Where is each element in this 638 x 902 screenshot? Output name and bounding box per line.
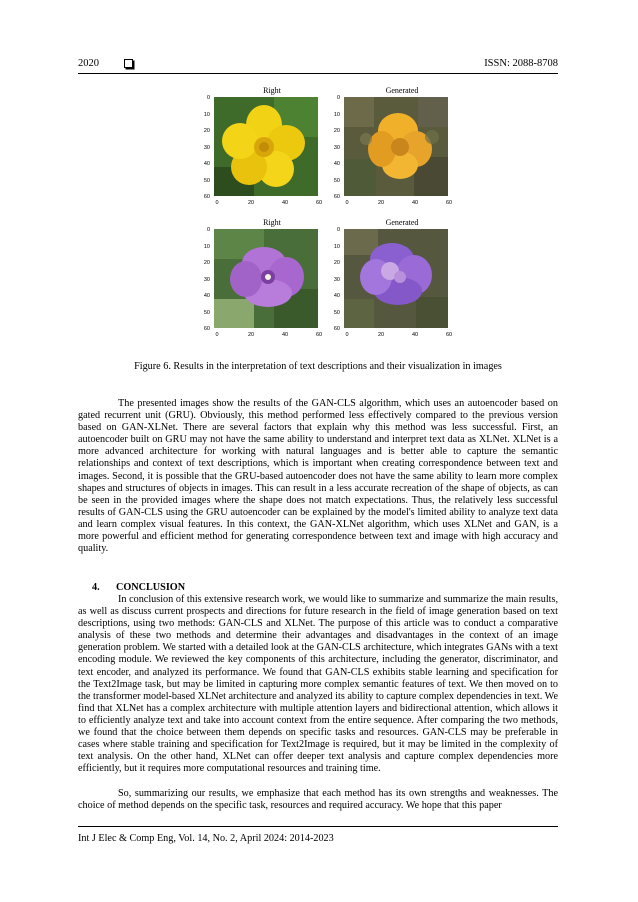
yellow-flower-image bbox=[214, 97, 318, 196]
y-tick-label: 40 bbox=[203, 161, 210, 167]
y-tick-label: 10 bbox=[203, 111, 210, 118]
section-title: CONCLUSION bbox=[116, 582, 186, 593]
page-number: 2020 bbox=[78, 58, 99, 69]
x-tick-label: 20 bbox=[377, 200, 385, 206]
x-tick-label: 40 bbox=[281, 200, 289, 206]
page-header bbox=[78, 50, 558, 78]
x-tick-label: 0 bbox=[345, 332, 349, 338]
panel-title: Generated bbox=[385, 86, 419, 95]
y-tick-label: 20 bbox=[203, 128, 210, 134]
section-heading-conclusion bbox=[92, 582, 185, 593]
paragraph-gan-cls-results bbox=[78, 398, 558, 555]
x-tick-label: 60 bbox=[315, 332, 323, 338]
y-tick-label: 10 bbox=[203, 243, 210, 250]
y-tick-label: 0 bbox=[336, 227, 340, 233]
y-tick-label: 30 bbox=[203, 276, 210, 283]
x-tick-label: 60 bbox=[445, 200, 453, 206]
y-tick-label: 10 bbox=[333, 243, 340, 250]
paragraph-text: The presented images show the results of the GAN-CLS algorithm, which uses an autoencoder based on gated recurrent unit (GRU). Obviously, this method performed less effectively compared to the previous version based on GAN-XLNet. There are several factors that explain why this method was less successful. First, an autoencoder built on GRU may not have the same ability to understand and interpret text data as XLNet. XLNet is a more advanced architecture for working with natural languages and is better able to capture the semantic relationships and context of text descriptions, which is important when creating correspondence between text and images. Second, it is possible that the GRU-based autoencoder does not have the same ability to learn more complex shapes and structures of objects in images. This can result in a less accurate recreation of the shape of objects, as can be seen in the provided images where the shape does not match expectations. Thus, the relatively less successful results of GAN-CLS using the GRU autoencoder can be explained by the model's limited ability to analyze text data and learn complex visual features. In this context, the GAN-XLNet algorithm, which uses XLNet and GAN, is a more powerful and efficient method for generating correspondence between text and image with high accuracy and quality. bbox=[78, 398, 558, 555]
page-footer bbox=[78, 826, 558, 844]
journal-square-icon bbox=[124, 59, 133, 68]
y-tick-label: 30 bbox=[333, 276, 340, 283]
figure-panel-generated-yellow bbox=[330, 86, 460, 214]
y-tick-label: 50 bbox=[333, 177, 340, 184]
y-tick-label: 50 bbox=[333, 309, 340, 316]
x-tick-label: 20 bbox=[247, 332, 255, 338]
x-tick-label: 20 bbox=[247, 200, 255, 206]
footer-rule bbox=[78, 826, 558, 827]
y-tick-label: 60 bbox=[333, 194, 340, 200]
paragraph-conclusion bbox=[78, 594, 558, 775]
y-tick-label: 40 bbox=[333, 293, 340, 299]
header-rule bbox=[78, 73, 558, 74]
y-tick-label: 60 bbox=[203, 194, 210, 200]
panel-title: Generated bbox=[385, 218, 419, 227]
y-tick-label: 20 bbox=[333, 128, 340, 134]
x-tick-label: 0 bbox=[215, 200, 219, 206]
x-tick-label: 60 bbox=[445, 332, 453, 338]
paragraph-summary bbox=[78, 788, 558, 812]
paragraph-text: So, summarizing our results, we emphasize that each method has its own strengths and weaknesses. The choice of method depends on the specific task, resources and required accuracy. We hope that this paper bbox=[78, 788, 558, 812]
x-tick-label: 40 bbox=[411, 332, 419, 338]
generated-yellow-flower-image bbox=[344, 97, 448, 196]
y-tick-label: 40 bbox=[333, 161, 340, 167]
figure-panel-right-yellow bbox=[200, 86, 330, 214]
y-tick-label: 10 bbox=[333, 111, 340, 118]
section-number: 4. bbox=[92, 582, 100, 593]
purple-flower-image bbox=[214, 229, 318, 328]
y-tick-label: 50 bbox=[203, 177, 210, 184]
x-tick-label: 40 bbox=[411, 200, 419, 206]
y-tick-label: 20 bbox=[203, 260, 210, 266]
figure-6 bbox=[190, 86, 470, 348]
figure-panel-right-purple bbox=[200, 218, 330, 346]
x-tick-label: 0 bbox=[215, 332, 219, 338]
y-tick-label: 0 bbox=[206, 95, 210, 101]
y-tick-label: 40 bbox=[203, 293, 210, 299]
paragraph-text: In conclusion of this extensive research work, we would like to summarize and summarize the main results, as well as discuss current prospects and directions for future research in the field of image generation based on text descriptions, using two methods: GAN-CLS and XLNet. The purpose of this article was to conduct a comparative analysis of these two methods and determine their advantages and disadvantages in the context of an image generation problem. We started with a detailed look at the GAN-CLS architecture, which integrates GANs with a text encoding module. We reviewed the key components of this architecture, including the generator, discriminator, and text encoder, and analyzed its performance. We found that GAN-CLS exhibits stable learning and specification for the Text2Image task, but may be limited in capturing more complex semantic features of text. We then moved on to the transformer model-based XLNet architecture and analyzed its ability to capture complex dependencies in text. We find that XLNet has a complex architecture with multiple attention layers and bidirectional attention, which allows it to efficiently analyze text and take into account context from the entire sequence. After comparing the two methods, we found that the choice between them depends on specific tasks and resources. GAN-CLS may be preferable in cases where stable training and specification for Text2Image is required, but it may be limited in the complexity of text analysis. On the other hand, XLNet can offer deeper text analysis and capture complex dependencies more efficiently, but it requires more computational resources and training time. bbox=[78, 594, 558, 775]
y-tick-label: 60 bbox=[203, 326, 210, 332]
x-tick-label: 40 bbox=[281, 332, 289, 338]
panel-title: Right bbox=[263, 86, 281, 95]
y-tick-label: 50 bbox=[203, 309, 210, 316]
y-tick-label: 30 bbox=[203, 144, 210, 151]
y-tick-label: 0 bbox=[336, 95, 340, 101]
panel-title: Right bbox=[263, 218, 281, 227]
y-tick-label: 20 bbox=[333, 260, 340, 266]
x-tick-label: 20 bbox=[377, 332, 385, 338]
y-tick-label: 60 bbox=[333, 326, 340, 332]
figure-caption: Figure 6. Results in the interpretation of text descriptions and their visualization in images bbox=[134, 361, 502, 372]
journal-citation: Int J Elec & Comp Eng, Vol. 14, No. 2, April 2024: 2014-2023 bbox=[78, 833, 334, 844]
figure-panel-generated-purple bbox=[330, 218, 460, 346]
x-tick-label: 0 bbox=[345, 200, 349, 206]
issn: ISSN: 2088-8708 bbox=[484, 58, 558, 69]
generated-purple-flower-image bbox=[344, 229, 448, 328]
y-tick-label: 30 bbox=[333, 144, 340, 151]
y-tick-label: 0 bbox=[206, 227, 210, 233]
x-tick-label: 60 bbox=[315, 200, 323, 206]
